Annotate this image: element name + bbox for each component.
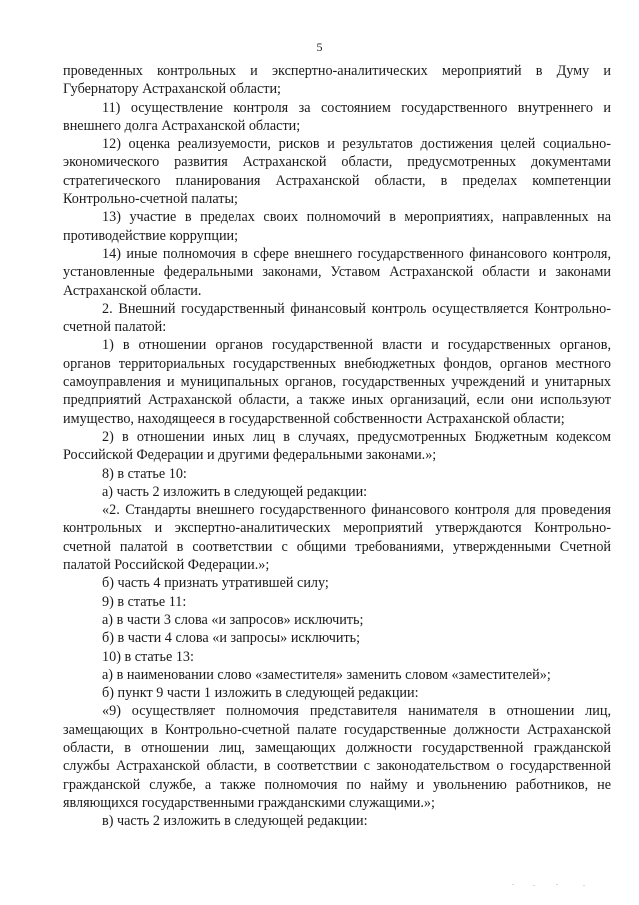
paragraph-part-2-item-2: 2) в отношении иных лиц в случаях, предусмотренных Бюджетным кодексом Российской Федерации и другими федеральными законами.»;: [63, 428, 611, 464]
scan-speck: [512, 884, 514, 885]
paragraph-amendment-8b: б) часть 4 признать утратившей силу;: [102, 575, 329, 592]
scan-speck: [583, 885, 585, 886]
paragraph-continuation: проведенных контрольных и экспертно-аналитических мероприятий в Думу и Губернатору Астраханской области;: [63, 63, 611, 98]
paragraph-item-11: 11) осуществление контроля за состоянием государственного внутреннего и внешнего долга Астраханской области;: [63, 99, 611, 134]
paragraph-amendment-10a: а) в наименовании слово «заместителя» заменить словом «заместителей»;: [102, 666, 551, 683]
paragraph-amendment-9a: а) в части 3 слова «и запросов» исключить;: [102, 611, 364, 628]
paragraph-amendment-10b: б) пункт 9 части 1 изложить в следующей редакции:: [102, 685, 419, 702]
paragraph-amendment-10v: в) часть 2 изложить в следующей редакции:: [102, 813, 368, 830]
paragraph-quoted-item-9: «9) осуществляет полномочия представителя нанимателя в отношении лиц, замещающих в Контрольно-счетной палате государственные должности Астраханской области, в отношении лиц, замещающих должности государственной гражданской службы Астраханской области, в соответствии с законодательством о государственной гражданской службе, а также полномочия по найму и увольнению работников, не являющихся государственными гражданскими служащими.»;: [63, 703, 611, 811]
paragraph-item-13: 13) участие в пределах своих полномочий в мероприятиях, направленных на противодействие коррупции;: [63, 209, 611, 244]
paragraph-item-14: 14) иные полномочия в сфере внешнего государственного финансового контроля, установленные федеральными законами, Уставом Астраханской области и законами Астраханской области.: [63, 245, 611, 299]
paragraph-amendment-9b: б) в части 4 слова «и запросы» исключить;: [102, 630, 361, 647]
scan-speck: [556, 884, 558, 885]
paragraph-amendment-8: 8) в статье 10:: [102, 465, 187, 482]
paragraph-amendment-8a: а) часть 2 изложить в следующей редакции:: [102, 483, 368, 500]
paragraph-part-2-item-1: 1) в отношении органов государственной власти и государственных органов, органов территориальных государственных внебюджетных фондов, органов местного самоуправления и муниципальных органов, государственных учреждений и унитарных предприятий Астраханской области, а также иных организаций, если они используют имущество, находящееся в государственной собственности Астраханской области;: [63, 337, 611, 427]
paragraph-part-2: 2. Внешний государственный финансовый контроль осуществляется Контрольно-счетной палатой:: [63, 300, 611, 336]
scan-speck: [533, 885, 535, 886]
paragraph-amendment-10: 10) в статье 13:: [102, 648, 194, 665]
document-body: [63, 62, 611, 830]
paragraph-quoted-standards: «2. Стандарты внешнего государственного финансового контроля для проведения контрольных и экспертно-аналитических мероприятий утверждаются Контрольно-счетной палатой в соответствии с общими требованиями, утвержденными Счетной палатой Российской Федерации.»;: [63, 502, 611, 574]
paragraph-item-12: 12) оценка реализуемости, рисков и результатов достижения целей социально-экономического развития Астраханской области, предусмотренных документами стратегического планирования Астраханской области, в пределах компетенции Контрольно-счетной палаты;: [63, 136, 611, 208]
paragraph-amendment-9: 9) в статье 11:: [102, 593, 187, 610]
page-number: 5: [316, 40, 323, 54]
